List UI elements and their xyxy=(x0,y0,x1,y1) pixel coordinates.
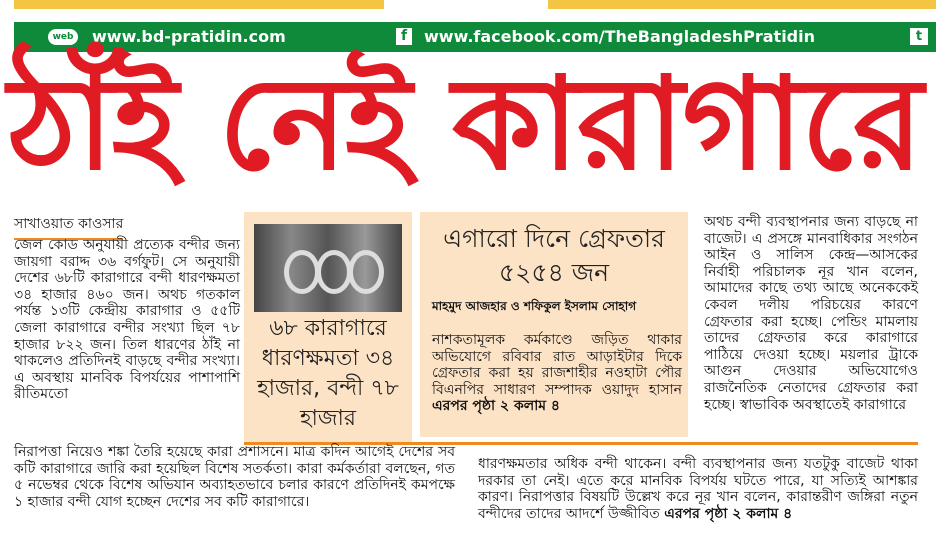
sub-article xyxy=(420,212,688,437)
twitter-icon: t xyxy=(910,28,928,45)
right-column xyxy=(704,214,918,413)
facebook-icon: f xyxy=(396,28,412,45)
web-icon: web xyxy=(48,29,78,45)
bottom-right-text: ধারণক্ষমতার অধিক বন্দী থাকেন। বন্দী ব্যবস্থাপনার জন্য যতটুকু বাজেট থাকা দরকার তা নেই। এতে করে মানবিক বিপর্যয় ঘটতে পারে, যা সত্যিই আশঙ্কার কারণ। নিরাপত্তার বিষয়টি উল্লেখ করে নূর খান বলেন, কারান্তরীণ জঙ্গিরা নতুন বন্দীদের তাদের আদর্শে উজ্জীবিত xyxy=(478,456,918,522)
continued-link[interactable]: এরপর পৃষ্ঠা ২ কলাম ৪ xyxy=(664,505,793,522)
inset-caption: ৬৮ কারাগারে ধারণক্ষমতা ৩৪ হাজার, বন্দী ৭৮ হাজার xyxy=(257,316,399,431)
sub-article-title: এগারো দিনে গ্রেফতার ৫২৫৪ জন xyxy=(443,224,665,287)
headline: ঠাঁই নেই কারাগারে xyxy=(8,50,922,199)
handcuff-ring xyxy=(284,250,320,294)
handcuff-ring xyxy=(316,250,352,294)
sub-article-body xyxy=(432,332,682,415)
inset-box xyxy=(244,212,412,442)
facebook-link[interactable]: www.facebook.com/TheBangladeshPratidin xyxy=(424,27,816,46)
bottom-right-column xyxy=(478,456,918,522)
handcuff-ring xyxy=(348,250,384,294)
continued-link[interactable]: এরপর পৃষ্ঠা ২ কলাম ৪ xyxy=(432,398,560,415)
left-column-text: জেল কোড অনুযায়ী প্রত্যেক বন্দীর জন্য জায়গা বরাদ্দ ৩৬ বর্গফুট। সে অনুযায়ী দেশের ৬৮টি কারাগারে বন্দী ধারণক্ষমতা ৩৪ হাজার ৪৬০ জন। অথচ গতকাল পর্যন্ত ১৩টি কেন্দ্রীয় কারাগার ও ৫৫টি জেলা কারাগারে বন্দীর সংখ্যা ছিল ৭৮ হাজার ৮২২ জন। তিল ধারণের ঠাঁই না থাকলেও প্রতিদিনই বাড়ছে বন্দীর সংখ্যা। এ অবস্থায় মানবিক বিপর্যয়ের পাশাপাশি রীতিমতো xyxy=(14,237,240,403)
handcuffs-image xyxy=(254,224,402,312)
right-column-text: অথচ বন্দী ব্যবস্থাপনার জন্য বাড়ছে না বাজেট। এ প্রসঙ্গে মানবাধিকার সংগঠন আইন ও সালিস কেন্দ্র—আসকের নির্বাহী পরিচালক নূর খান বলেন, আমাদের কাছে তথ্য আছে অনেককেই কেবল দলীয় পরিচয়ের কারণে গ্রেফতার করা হচ্ছে। পেন্ডিং মামলায় তাদের গ্রেফতার করে কারাগারে পাঠিয়ে দেওয়া হচ্ছে। ময়লার ট্রাকে আগুন দেওয়ার অভিযোগেও রাজনৈতিক নেতাদের গ্রেফতার করা হচ্ছে। স্বাভাবিক অবস্থাতেই কারাগারে xyxy=(704,214,918,413)
top-strip-block xyxy=(548,0,936,9)
top-strip xyxy=(0,0,936,14)
website-link[interactable]: www.bd-pratidin.com xyxy=(92,27,286,46)
sub-article-byline: মাহমুদ আজহার ও শফিকুল ইসলাম সোহাগ xyxy=(432,299,637,313)
top-strip-block xyxy=(14,0,384,9)
bottom-left-text: নিরাপত্তা নিয়েও শঙ্কা তৈরি হয়েছে কারা প্রশাসনে। মাত্র কদিন আগেই দেশের সব কটি কারাগারে জারি করা হয়েছিল বিশেষ সতর্কতা। কারা কর্মকর্তারা বলছেন, গত ৫ নভেম্বর থেকে বিশেষ অভিযান অব্যাহতভাবে চলার কারণে প্রতিদিনই কমপক্ষে ১ হাজার বন্দী যোগ হচ্ছেন দেশের সব কটি কারাগারে। xyxy=(14,444,455,510)
sub-article-text: নাশকতামূলক কর্মকাণ্ডে জড়িত থাকার অভিযোগে রবিবার রাত আড়াইটার দিকে গ্রেফতার করা হয় রাজশাহীর নওহাটা পৌর বিএনপির সাধারণ সম্পাদক ওয়াদুদ হাসান xyxy=(432,332,682,398)
author-byline: সাখাওয়াত কাওসার xyxy=(14,212,123,240)
left-column xyxy=(14,237,240,403)
